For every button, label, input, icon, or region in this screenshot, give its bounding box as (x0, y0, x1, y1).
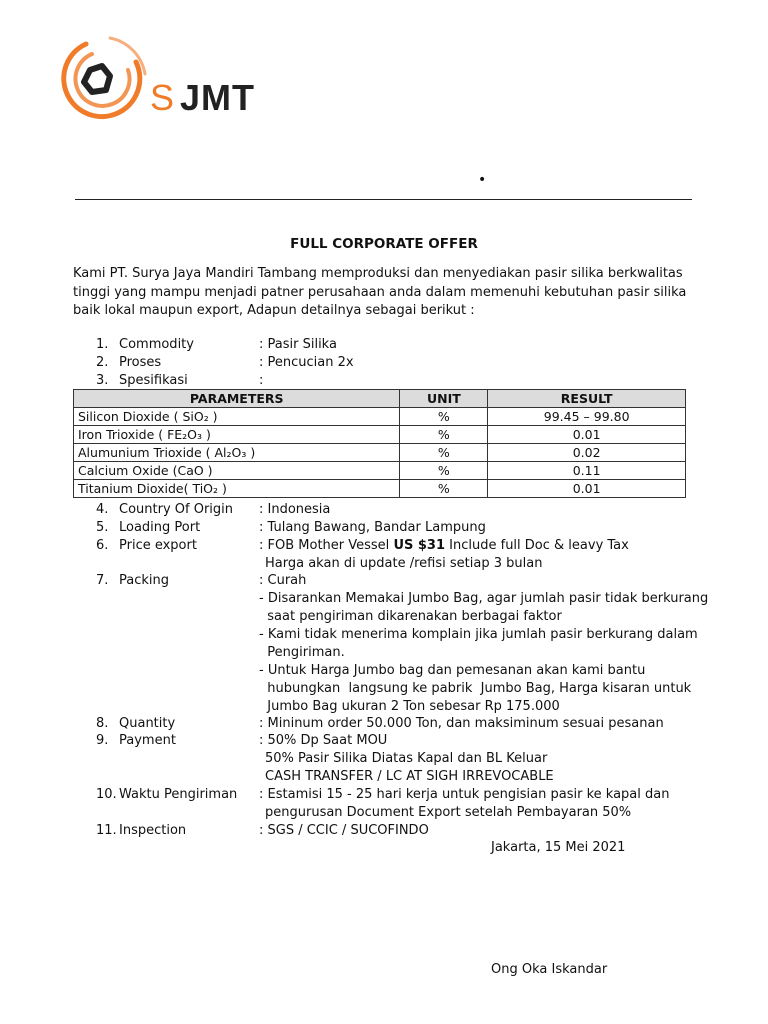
unit-cell: % (400, 462, 488, 480)
price-amount: US $31 (393, 538, 446, 553)
item-number: 9. (96, 733, 109, 748)
item-value: : Estamisi 15 - 25 hari kerja untuk pengisian pasir ke kapal dan (259, 787, 670, 802)
parameter-cell: Alumunium Trioxide ( Al₂O₃ ) (74, 444, 400, 462)
document-title: FULL CORPORATE OFFER (290, 236, 478, 252)
item-continuation: pengurusan Document Export setelah Pembayaran 50% (265, 805, 632, 820)
item-number: 5. (96, 520, 109, 535)
item-label: Inspection (119, 823, 187, 838)
item-number: 2. (96, 355, 109, 370)
item-value: : (259, 373, 264, 388)
logo-letters-jmt: JMT (180, 77, 255, 118)
unit-cell: % (400, 480, 488, 498)
item-number: 8. (96, 716, 109, 731)
parameter-cell: Titanium Dioxide( TiO₂ ) (74, 480, 400, 498)
item-label: Country Of Origin (119, 502, 234, 517)
item-value: : Curah (259, 573, 307, 588)
item-value: : 50% Dp Saat MOU (259, 733, 388, 748)
parameter-cell: Iron Trioxide ( FE₂O₃ ) (74, 426, 400, 444)
parameter-cell: Calcium Oxide (CaO ) (74, 462, 400, 480)
place-and-date: Jakarta, 15 Mei 2021 (491, 840, 626, 855)
list-item (0, 537, 768, 555)
item-number: 3. (96, 373, 109, 388)
item-label: Waktu Pengiriman (119, 787, 238, 802)
column-header: UNIT (400, 390, 488, 408)
unit-cell: % (400, 444, 488, 462)
item-label: Payment (119, 733, 176, 748)
list-item (0, 732, 768, 750)
item-continuation: Harga akan di update /refisi setiap 3 bulan (265, 556, 543, 571)
table-row (74, 462, 686, 480)
item-continuation: hubungkan langsung ke pabrik Jumbo Bag, Harga kisaran untuk (259, 681, 692, 696)
unit-cell: % (400, 408, 488, 426)
item-value (259, 537, 629, 555)
item-continuation: CASH TRANSFER / LC AT SIGH IRREVOCABLE (265, 769, 554, 784)
result-cell: 0.01 (488, 426, 686, 444)
result-cell: 0.11 (488, 462, 686, 480)
item-value: : SGS / CCIC / SUCOFINDO (259, 823, 429, 838)
list-item (0, 572, 768, 590)
column-header: PARAMETERS (74, 390, 400, 408)
list-item (0, 336, 768, 354)
signatory-name: Ong Oka Iskandar (491, 962, 608, 977)
item-continuation: - Disarankan Memakai Jumbo Bag, agar jumlah pasir tidak berkurang (259, 591, 709, 606)
table-header-row (74, 390, 686, 408)
result-cell: 0.01 (488, 480, 686, 498)
list-item (0, 354, 768, 372)
item-value: : Pencucian 2x (259, 355, 354, 370)
unit-cell: % (400, 426, 488, 444)
list-item (0, 372, 768, 390)
intro-paragraph: Kami PT. Surya Jaya Mandiri Tambang memproduksi dan menyediakan pasir silika berkwalitas tinggi yang mampu menjadi patner perusahaan anda dalam memenuhi kebutuhan pasir silika baik lokal maupun export, Adapun detailnya sebagai berikut : (73, 266, 687, 318)
item-label: Loading Port (119, 520, 201, 535)
table-row (74, 444, 686, 462)
list-item (0, 519, 768, 537)
item-label: Quantity (119, 716, 176, 731)
header-dot: • (478, 172, 487, 188)
price-suffix: Include full Doc & leavy Tax (445, 538, 629, 553)
table-row (74, 480, 686, 498)
header-divider (75, 199, 692, 200)
item-value: : Mininum order 50.000 Ton, dan maksiminum sesuai pesanan (259, 716, 664, 731)
item-label: Spesifikasi (119, 373, 188, 388)
list-item (0, 501, 768, 519)
item-number: 7. (96, 573, 109, 588)
item-continuation: - Untuk Harga Jumbo bag dan pemesanan akan kami bantu (259, 663, 646, 678)
item-label: Commodity (119, 337, 194, 352)
logo-emblem-icon (50, 34, 160, 124)
list-item (0, 786, 768, 804)
item-continuation: 50% Pasir Silika Diatas Kapal dan BL Keluar (265, 751, 548, 766)
result-cell: 99.45 – 99.80 (488, 408, 686, 426)
item-value: : Indonesia (259, 502, 331, 517)
table-row (74, 408, 686, 426)
price-prefix: : FOB Mother Vessel (259, 538, 394, 553)
item-number: 6. (96, 538, 109, 553)
item-label: Proses (119, 355, 162, 370)
result-cell: 0.02 (488, 444, 686, 462)
parameter-cell: Silicon Dioxide ( SiO₂ ) (74, 408, 400, 426)
list-item (0, 822, 768, 840)
item-value: : Tulang Bawang, Bandar Lampung (259, 520, 486, 535)
specification-table (73, 389, 686, 498)
item-number: 1. (96, 337, 109, 352)
item-label: Packing (119, 573, 170, 588)
column-header: RESULT (488, 390, 686, 408)
item-number: 10. (96, 787, 117, 802)
item-value: : Pasir Silika (259, 337, 337, 352)
list-item (0, 715, 768, 733)
item-continuation: saat pengiriman dikarenakan berbagai faktor (259, 609, 562, 624)
item-continuation: Pengiriman. (259, 645, 345, 660)
item-number: 11. (96, 823, 117, 838)
item-continuation: - Kami tidak menerima komplain jika jumlah pasir berkurang dalam (259, 627, 698, 642)
item-label: Price export (119, 538, 197, 553)
item-number: 4. (96, 502, 109, 517)
logo-letter-s: S (150, 77, 176, 118)
table-row (74, 426, 686, 444)
item-continuation: Jumbo Bag ukuran 2 Ton sebesar Rp 175.000 (259, 699, 560, 714)
